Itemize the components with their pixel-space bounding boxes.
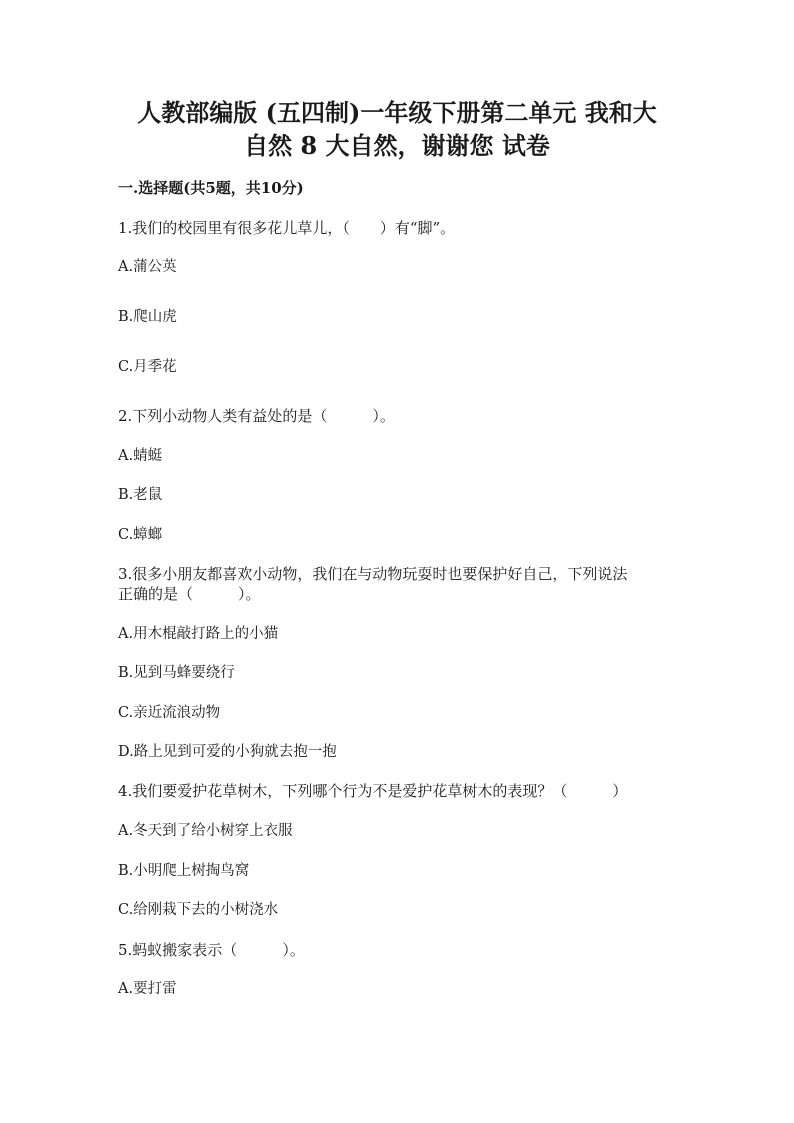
question-5-stem: 5.蚂蚁搬家表示（ ）。 [118, 941, 305, 959]
question-1-stem: 1.我们的校园里有很多花儿草儿，（ ）有“脚”。 [118, 219, 456, 237]
question-4-option-b: B.小明爬上树掏鸟窝 [118, 863, 250, 879]
question-2-stem: 2.下列小动物人类有益处的是（ ）。 [118, 407, 395, 425]
question-1-option-a: A.蒲公英 [118, 259, 177, 275]
page-title [100, 96, 694, 162]
question-2-option-c: C.蟑螂 [118, 527, 163, 543]
title-line-2: 自然 8 大自然，谢谢您 试卷 [244, 131, 550, 160]
question-2-option-a: A.蜻蜓 [118, 448, 163, 464]
question-2-option-b: B.老鼠 [118, 487, 163, 503]
question-3-option-c: C.亲近流浪动物 [118, 705, 221, 721]
question-3-stem-line-2: 正确的是（ ）。 [118, 585, 261, 603]
question-3-option-a: A.用木棍敲打路上的小猫 [118, 626, 279, 642]
question-4-option-a: A.冬天到了给小树穿上衣服 [118, 823, 293, 839]
question-4-stem: 4.我们要爱护花草树木，下列哪个行为不是爱护花草树木的表现？（ ） [118, 782, 628, 800]
question-3-stem-line-1: 3.很多小朋友都喜欢小动物，我们在与动物玩耍时也要保护好自己，下列说法 [118, 565, 628, 583]
question-5-option-a: A.要打雷 [118, 981, 177, 997]
title-line-1: 人教部编版 (五四制)一年级下册第二单元 我和大 [137, 98, 657, 127]
question-1-option-b: B.爬山虎 [118, 309, 177, 325]
question-3-option-b: B.见到马蜂要绕行 [118, 665, 235, 681]
question-3-option-d: D.路上见到可爱的小狗就去抱一抱 [118, 744, 337, 760]
section-heading: 一.选择题(共5题，共10分) [118, 179, 304, 197]
question-4-option-c: C.给刚栽下去的小树浇水 [118, 902, 279, 918]
question-1-option-c: C.月季花 [118, 359, 177, 375]
